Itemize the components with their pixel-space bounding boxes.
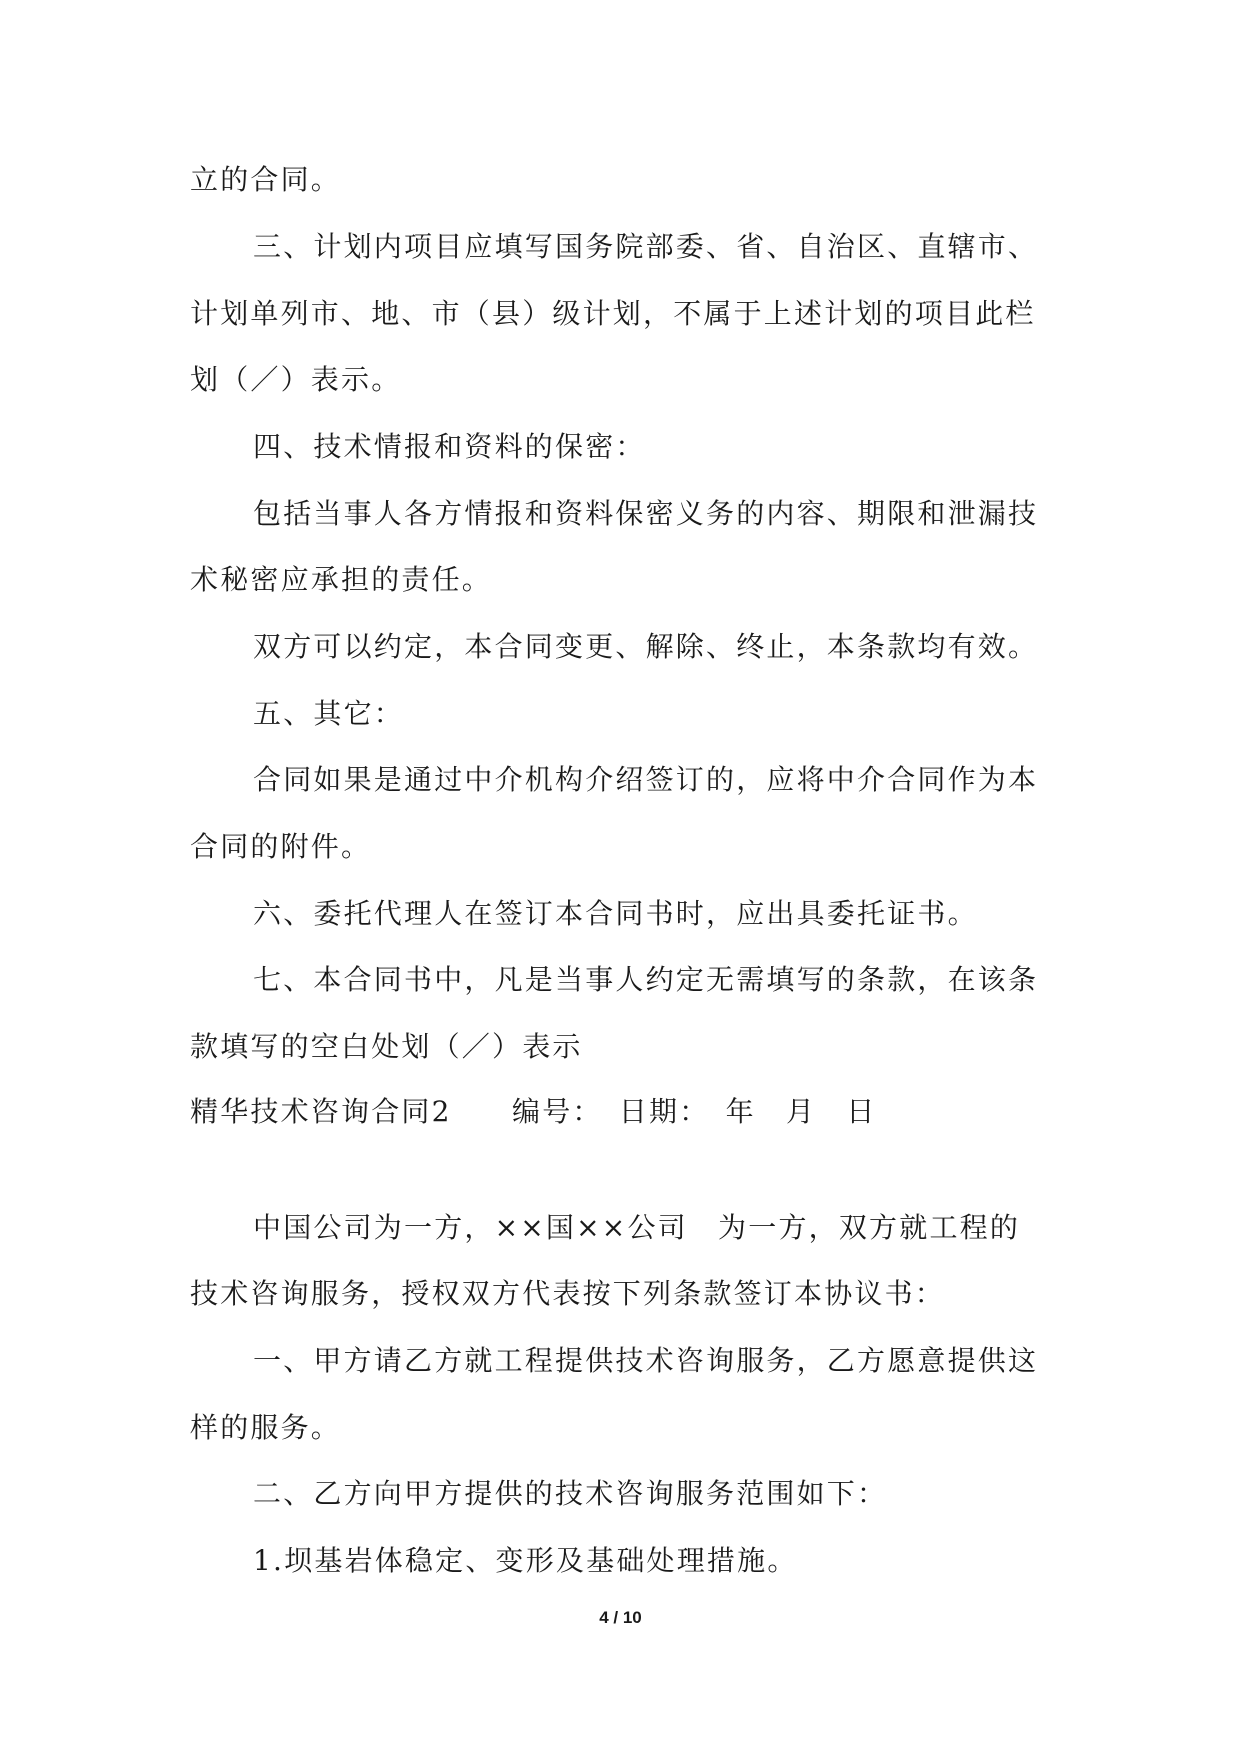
body-line: 一、甲方请乙方就工程提供技术咨询服务，乙方愿意提供这 <box>253 1344 1039 1377</box>
body-line: 款填写的空白处划（／）表示 <box>190 1030 583 1063</box>
body-line: 包括当事人各方情报和资料保密义务的内容、期限和泄漏技 <box>253 497 1039 530</box>
body-line: 1.坝基岩体稳定、变形及基础处理措施。 <box>253 1544 798 1577</box>
body-line: 五、其它： <box>253 697 405 730</box>
body-line: 三、计划内项目应填写国务院部委、省、自治区、直辖市、 <box>253 230 1039 263</box>
page-number: 4 / 10 <box>599 1608 642 1627</box>
body-line: 双方可以约定，本合同变更、解除、终止，本条款均有效。 <box>253 630 1039 663</box>
body-line: 四、技术情报和资料的保密： <box>253 430 646 463</box>
body-line: 二、乙方向甲方提供的技术咨询服务范围如下： <box>253 1477 888 1510</box>
body-line: 技术咨询服务，授权双方代表按下列条款签订本协议书： <box>190 1277 946 1310</box>
body-line: 计划单列市、地、市（县）级计划，不属于上述计划的项目此栏 <box>190 297 1036 330</box>
body-line: 合同的附件。 <box>190 830 372 863</box>
body-line: 六、委托代理人在签订本合同书时，应出具委托证书。 <box>253 897 978 930</box>
body-line: 划（／）表示。 <box>190 363 402 396</box>
section-heading: 精华技术咨询合同2 编号： 日期： 年 月 日 <box>190 1095 877 1128</box>
body-line: 样的服务。 <box>190 1411 342 1444</box>
body-line: 七、本合同书中，凡是当事人约定无需填写的条款，在该条 <box>253 963 1039 996</box>
body-line: 合同如果是通过中介机构介绍签订的，应将中介合同作为本 <box>253 763 1039 796</box>
body-line: 中国公司为一方，××国××公司 为一方，双方就工程的 <box>253 1211 1021 1244</box>
body-line: 立的合同。 <box>190 163 342 196</box>
body-line: 术秘密应承担的责任。 <box>190 563 493 596</box>
